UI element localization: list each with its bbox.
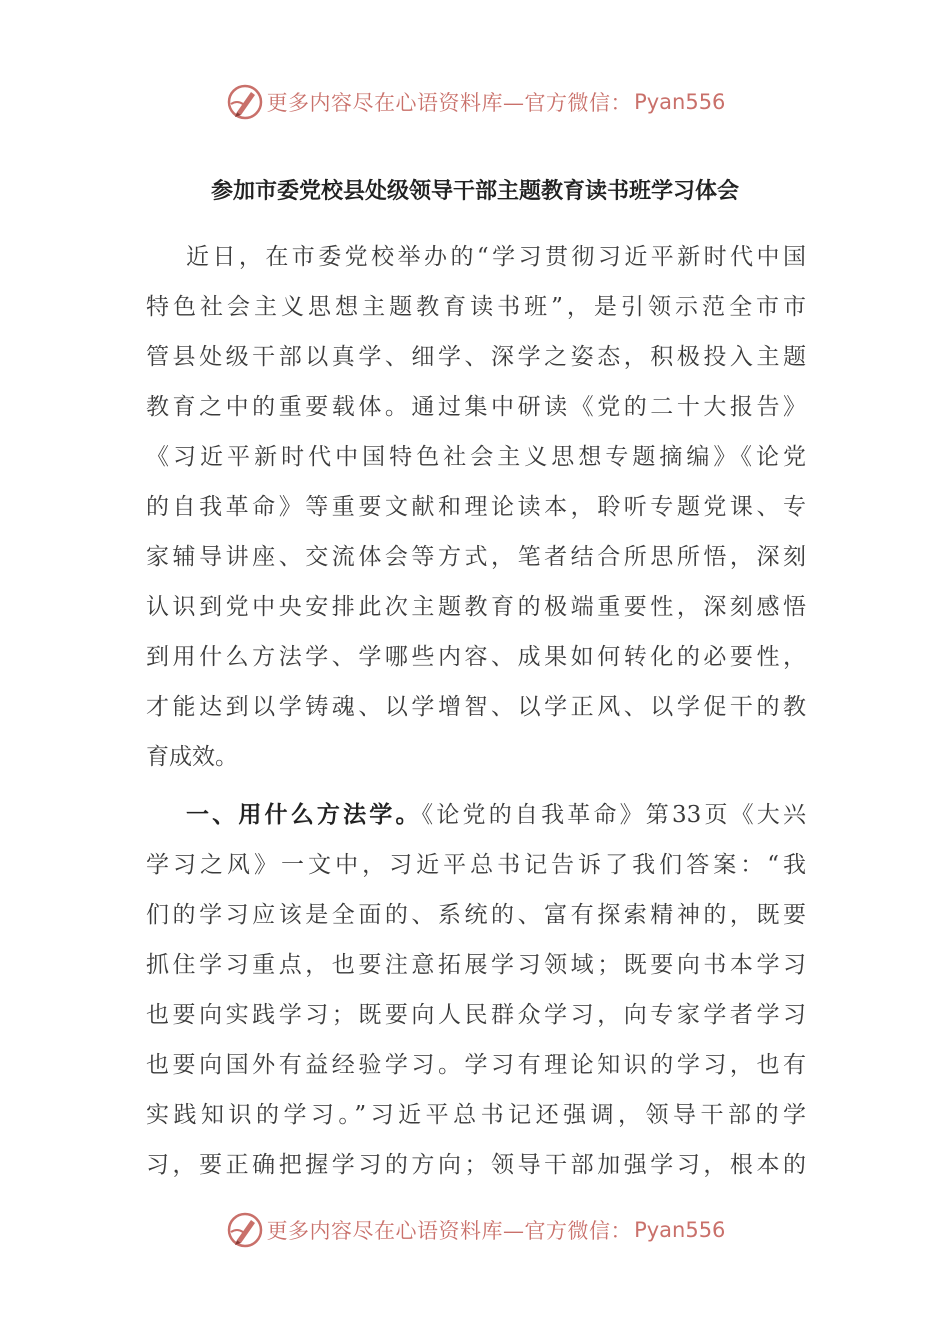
text-line [146,790,806,840]
banner-wechat-id: Pyan556 [634,1218,726,1242]
text-line: 《习近平新时代中国特色社会主义思想专题摘编》《论党 [146,444,806,470]
text-line: 教育之中的重要载体。通过集中研读《党的二十大报告》 [146,394,806,420]
document-title: 参加市委党校县处级领导干部主题教育读书班学习体会 [210,179,739,204]
pen-logo-icon [225,1210,265,1250]
text-line: 才能达到以学铸魂、以学增智、以学正风、以学促干的教 [146,694,806,720]
text-line: 特色社会主义思想主题教育读书班”，是引领示范全市市 [146,294,806,320]
text-line: 实践知识的学习。”习近平总书记还强调，领导干部的学 [146,1102,806,1128]
text-line: 抓住学习重点，也要注意拓展学习领域；既要向书本学习 [146,952,806,978]
footer-banner [0,1208,950,1252]
pen-logo-icon [225,82,265,122]
text-line: 到用什么方法学、学哪些内容、成果如何转化的必要性， [146,644,806,670]
banner-text: 更多内容尽在心语资料库—官方微信： [266,91,633,115]
paragraph-2 [146,790,806,1190]
text-line: 的自我革命》等重要文献和理论读本，聆听专题党课、专 [146,494,806,520]
banner-text: 更多内容尽在心语资料库—官方微信： [266,1219,633,1243]
text-line: 近日，在市委党校举办的“学习贯彻习近平新时代中国 [186,244,806,270]
text-line: 习，要正确把握学习的方向；领导干部加强学习，根本的 [146,1152,806,1178]
text-segment: 《论党的自我革命》第33页《大兴 [421,802,806,828]
section-heading: 一、用什么方法学。 [186,802,422,828]
text-line: 育成效。 [146,744,238,770]
text-line: 认识到党中央安排此次主题教育的极端重要性，深刻感悟 [146,594,806,620]
banner-wechat-id: Pyan556 [634,90,726,114]
text-line: 管县处级干部以真学、细学、深学之姿态，积极投入主题 [146,344,806,370]
text-line: 们的学习应该是全面的、系统的、富有探索精神的，既要 [146,902,806,928]
text-line: 学习之风》一文中，习近平总书记告诉了我们答案：“我 [146,852,806,878]
text-line: 也要向实践学习；既要向人民群众学习，向专家学者学习 [146,1002,806,1028]
header-banner [0,80,950,124]
paragraph-1 [146,232,806,782]
text-line: 也要向国外有益经验学习。学习有理论知识的学习，也有 [146,1052,806,1078]
text-line: 家辅导讲座、交流体会等方式，笔者结合所思所悟，深刻 [146,544,806,570]
